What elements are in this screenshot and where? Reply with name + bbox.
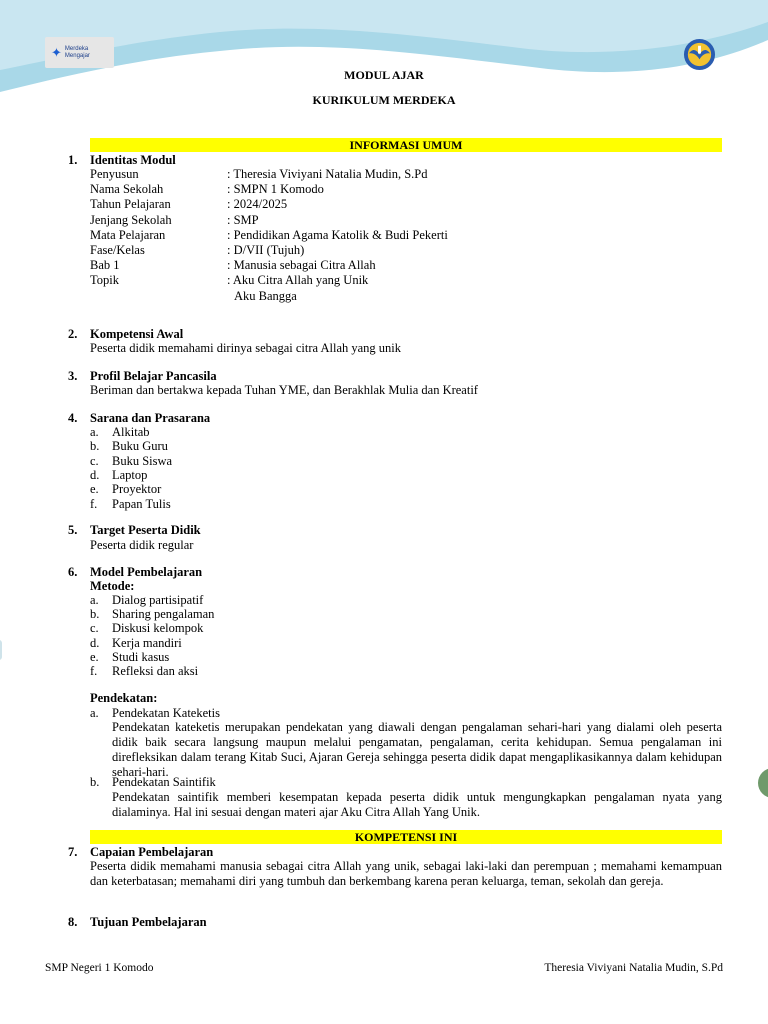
list-marker: f. [90,496,98,511]
identitas-topik-line2: Aku Bangga [234,289,297,303]
identitas-value: : Aku Citra Allah yang Unik [227,273,369,288]
pendekatan-b-text: Pendekatan saintifik memberi kesempatan kepada peserta didik untuk mengungkapkan pengalaman nyata yang dialaminya. Hal ini sesuai dengan materi ajar Aku Citra Allah Yang Unik. [112,790,722,819]
list-item: Papan Tulis [112,496,171,511]
identitas-value: : SMP [227,212,259,227]
capaian-text: Peserta didik memahami manusia sebagai citra Allah yang unik, sebagai laki-laki dan perempuan ; memahami kemampuan dan keterbatasan; memahami diri yang tumbuh dan berkembang karena peran keluarga, teman, sekolah dan gereja. [90,859,722,888]
list-marker: b. [90,439,100,454]
logo-icon: ✦ [51,45,62,60]
section-number: 1. [68,153,78,167]
identitas-label: Tahun Pelajaran [90,197,171,212]
section-title-profil: Profil Belajar Pancasila [90,369,217,383]
section-number: 3. [68,369,78,383]
section-number: 6. [68,565,78,579]
identitas-label: Topik [90,273,119,288]
list-marker: f. [90,664,98,678]
list-marker: a. [90,706,99,720]
identitas-value: : SMPN 1 Komodo [227,182,324,197]
list-item: Laptop [112,467,148,482]
kompetensi-awal-text: Peserta didik memahami dirinya sebagai citra Allah yang unik [90,341,402,355]
identitas-label: Bab 1 [90,258,120,273]
list-item: Buku Guru [112,439,168,454]
list-marker: c. [90,453,99,468]
target-text: Peserta didik regular [90,538,194,552]
profil-text: Beriman dan bertakwa kepada Tuhan YME, dan Berakhlak Mulia dan Kreatif [90,383,478,397]
section-number: 7. [68,845,78,859]
document-title: MODUL AJAR [344,68,424,82]
list-item: Refleksi dan aksi [112,664,199,678]
section-number: 5. [68,523,78,537]
merdeka-mengajar-logo [45,37,114,68]
identitas-value: : Manusia sebagai Citra Allah [227,258,376,273]
section-number: 2. [68,327,78,341]
section-title-identitas: Identitas Modul [90,153,176,167]
accent-circle [758,768,768,798]
list-item: Alkitab [112,425,150,439]
pendekatan-a-title: Pendekatan Kateketis [112,706,220,720]
logo-text: Mengajar [64,52,90,59]
identitas-label: Penyusun [90,167,139,181]
logo-text: Merdeka [64,45,89,52]
identitas-value: : 2024/2025 [227,197,288,212]
identitas-label: Mata Pelajaran [90,227,166,242]
header-wave-decoration [0,0,768,100]
list-marker: e. [90,649,99,664]
pendekatan-title: Pendekatan: [90,691,158,705]
list-marker: b. [90,607,100,622]
list-marker: b. [90,775,100,789]
section-title-sarana: Sarana dan Prasarana [90,411,211,425]
list-marker: a. [90,593,99,607]
section-number: 8. [68,915,78,929]
section-title-tujuan: Tujuan Pembelajaran [90,915,207,929]
identitas-value: : D/VII (Tujuh) [227,243,305,257]
list-marker: a. [90,425,99,439]
footer-left: SMP Negeri 1 Komodo [45,962,154,974]
list-item: Proyektor [112,482,162,497]
section-title-kompetensi-awal: Kompetensi Awal [90,327,184,341]
footer-right: Theresia Viviyani Natalia Mudin, S.Pd [544,962,723,974]
pendekatan-a-text: Pendekatan kateketis merupakan pendekatan yang diawali dengan pengalaman sehari-hari yang dialami oleh peserta didik baik secara langsung maupun melalui pengamatan, pengalaman, cerita kehidupan. Semua pengalaman ini direfleksikan dalam terang Kitab Suci, Ajaran Gereja sehingga peserta didik dapat mengaplikasikannya dalam kehidupan sehari-hari. [112,720,722,779]
list-item: Kerja mandiri [112,635,182,650]
section-title-capaian: Capaian Pembelajaran [90,845,214,859]
list-marker: c. [90,621,99,636]
section-title-model: Model Pembelajaran [90,565,203,579]
identitas-value: : Theresia Viviyani Natalia Mudin, S.Pd [227,167,428,181]
list-item: Buku Siswa [112,453,173,468]
identitas-label: Nama Sekolah [90,182,164,197]
identitas-label: Jenjang Sekolah [90,212,172,227]
section-title-target: Target Peserta Didik [90,523,201,537]
identitas-label: Fase/Kelas [90,243,145,257]
list-marker: d. [90,467,100,482]
list-item: Diskusi kelompok [112,621,204,636]
list-marker: e. [90,482,99,497]
section-heading-informasi-umum: INFORMASI UMUM [90,138,722,152]
pendekatan-b-title: Pendekatan Saintifik [112,775,216,789]
list-item: Dialog partisipatif [112,593,204,607]
list-item: Sharing pengalaman [112,607,215,622]
list-marker: d. [90,635,100,650]
list-item: Studi kasus [112,649,170,664]
section-number: 4. [68,411,78,425]
document-subtitle: KURIKULUM MERDEKA [312,93,456,107]
side-marker [0,640,2,660]
section-heading-kompetensi-inti: KOMPETENSI INI [90,830,722,844]
metode-title: Metode: [90,579,135,593]
identitas-value: : Pendidikan Agama Katolik & Budi Pekerti [227,227,448,242]
tut-wuri-handayani-emblem-icon [683,38,716,71]
